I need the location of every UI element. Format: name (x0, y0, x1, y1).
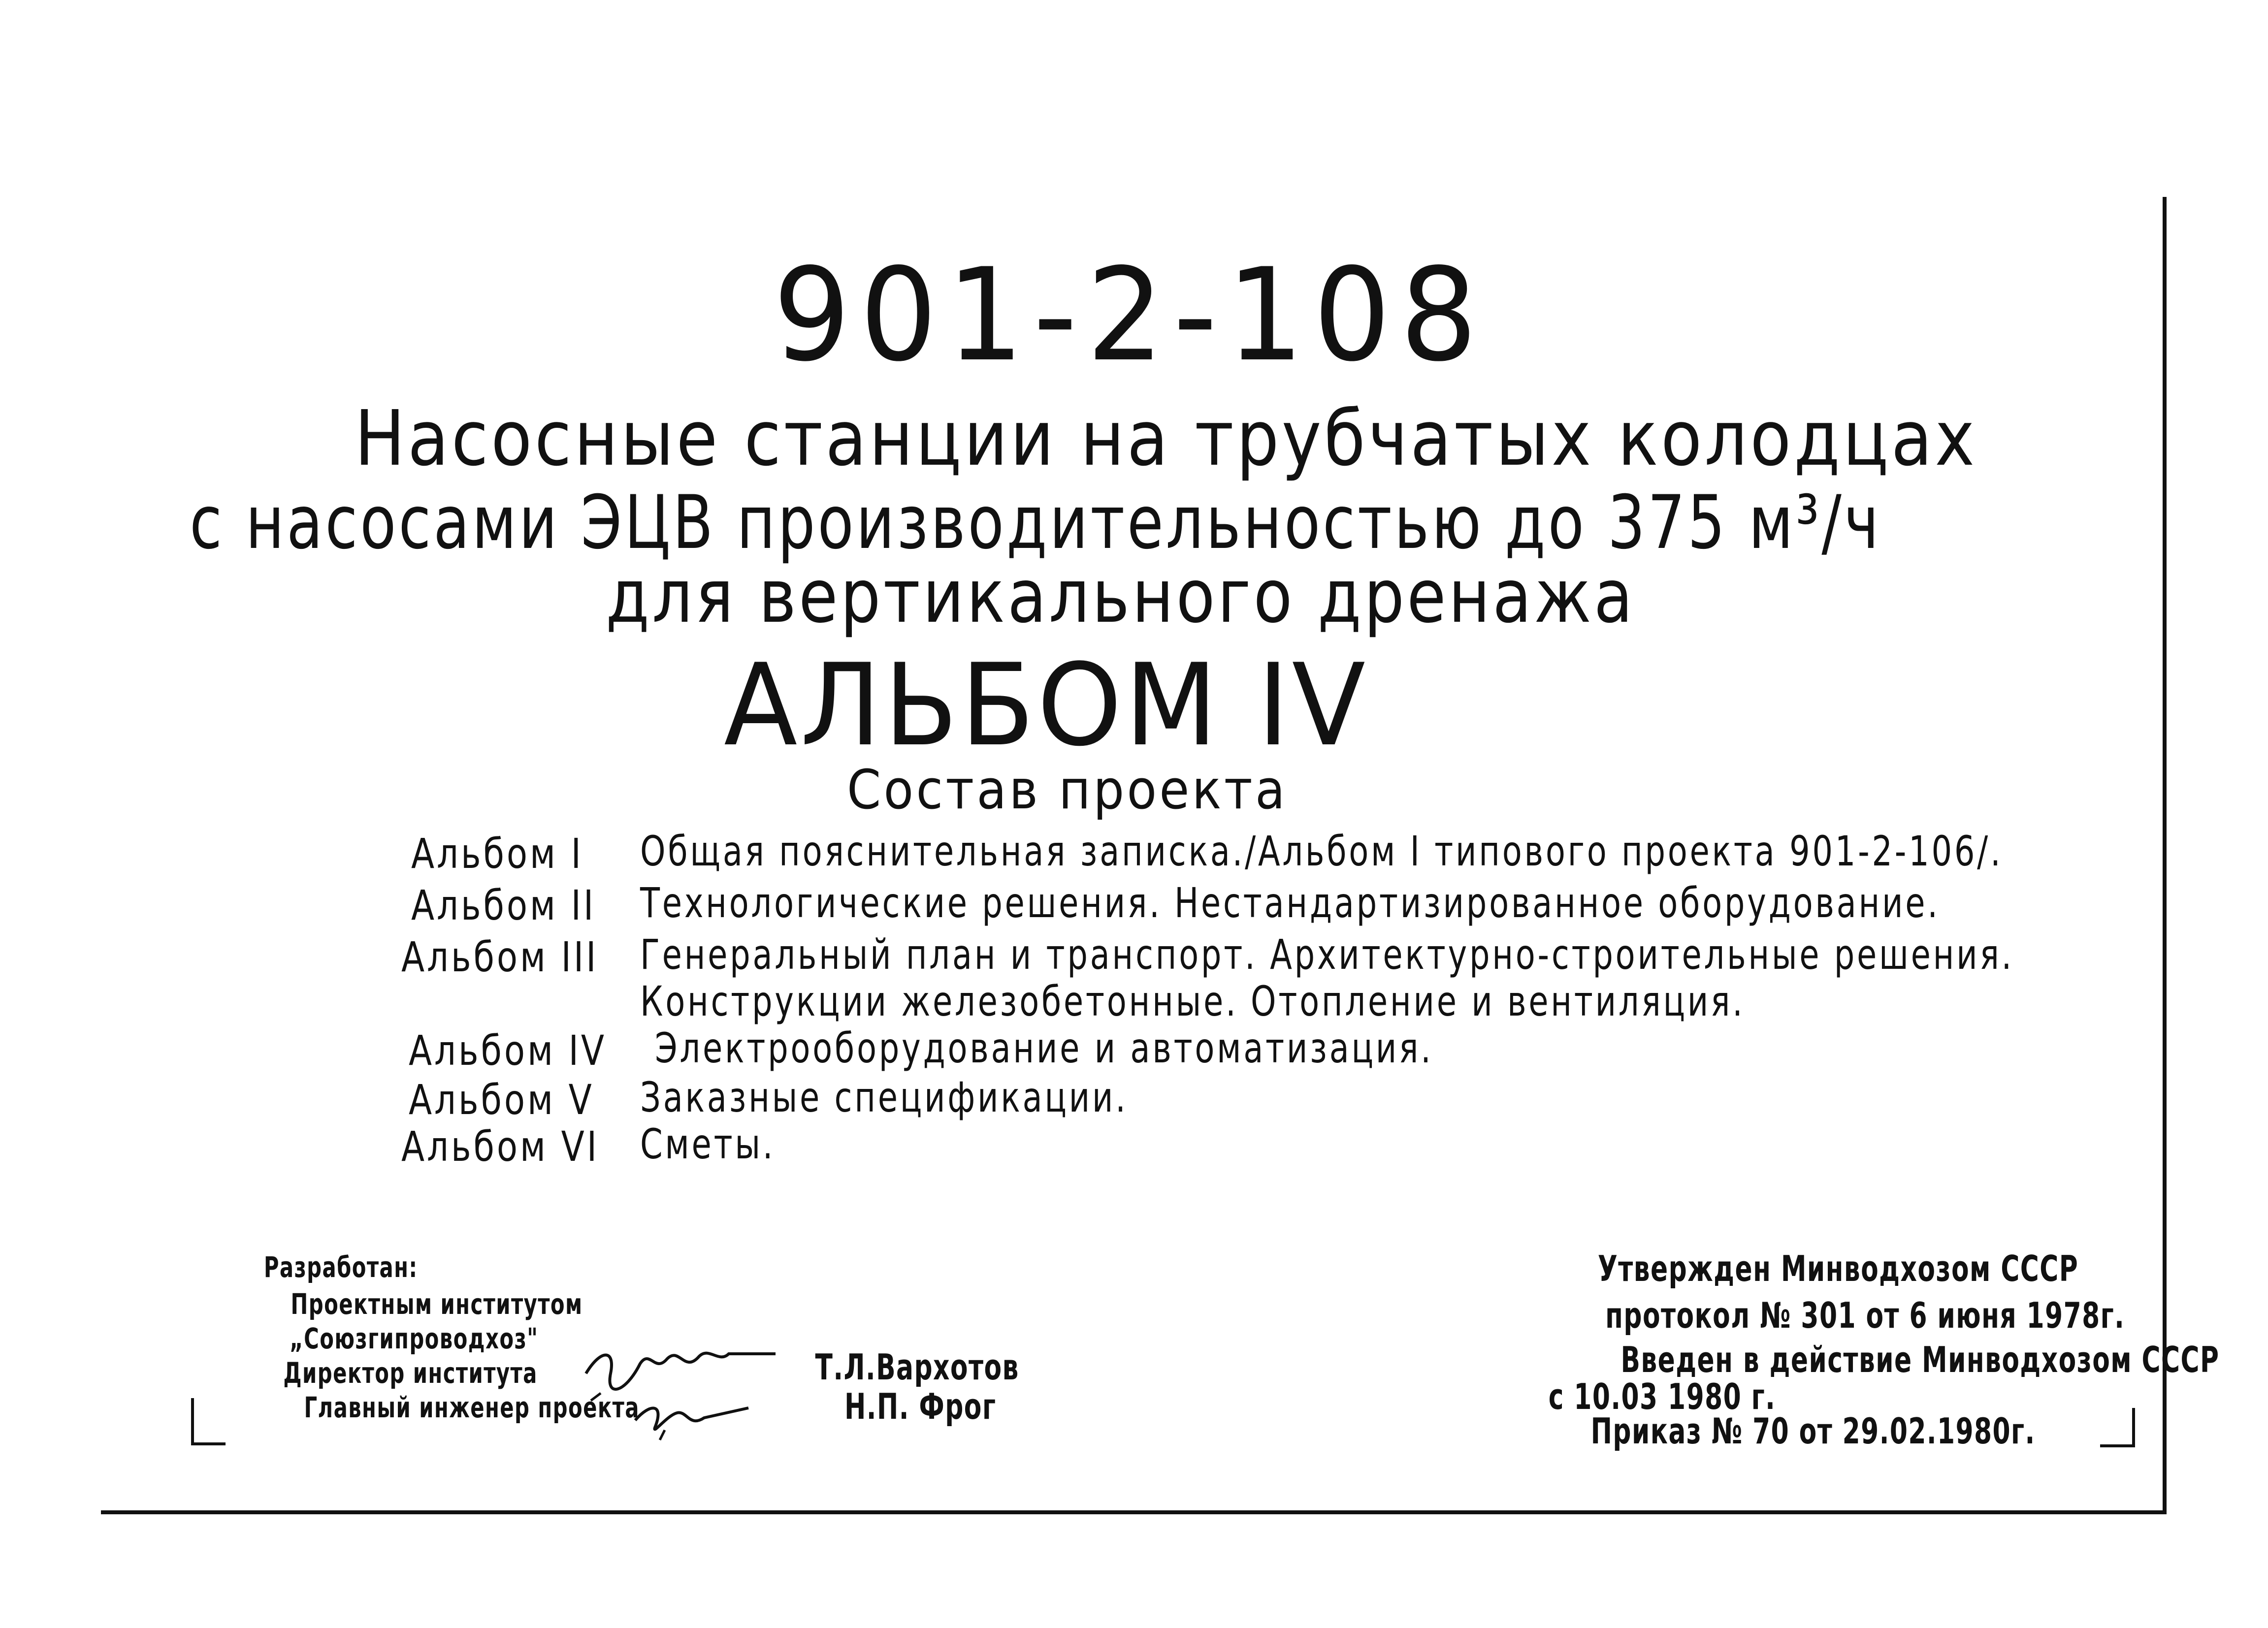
album-label-4: Альбом IV (409, 1026, 607, 1075)
album-desc-4: Электрооборудование и автоматизация. (655, 1024, 1433, 1072)
developed-institute-line: Проектным институтом (291, 1287, 583, 1321)
album-label-6: Альбом VI (401, 1122, 599, 1171)
corner-mark-left-vertical (191, 1398, 194, 1445)
developed-heading: Разработан: (263, 1250, 418, 1284)
album-heading: АЛЬБОМ IV (724, 640, 1368, 771)
album-desc-6: Сметы. (640, 1120, 776, 1168)
approval-line-1: Утвержден Минводхозом СССР (1597, 1248, 2079, 1289)
director-role: Директор института (283, 1356, 538, 1390)
title-line-1: Насосные станции на трубчатых колодцах (355, 394, 1977, 483)
approval-enacted: Введен в действие Минводхозом СССР (1620, 1339, 2220, 1380)
composition-heading: Состав проекта (847, 758, 1288, 821)
frame-bottom-line (101, 1510, 2167, 1514)
corner-mark-left-horizontal (191, 1442, 226, 1445)
developed-institute-name: „Союзгипроводхоз" (290, 1322, 539, 1355)
album-desc-1: Общая пояснительная записка./Альбом I типового проекта 901-2-106/. (640, 827, 2003, 875)
frame-right-line (2163, 197, 2167, 1514)
approval-order: Приказ № 70 от 29.02.1980г. (1590, 1410, 2036, 1452)
approval-protocol: протокол № 301 от 6 июня 1978г. (1605, 1295, 2125, 1336)
album-desc-2: Технологические решения. Нестандартизированное оборудование. (640, 879, 1940, 927)
album-desc-3-line-2: Конструкции железобетонные. Отопление и вентиляция. (640, 977, 1745, 1025)
chief-engineer-name: Н.П. Фрог (844, 1386, 997, 1427)
corner-mark-right-horizontal (2100, 1444, 2135, 1447)
chief-engineer-role: Главный инженер проекта (304, 1391, 640, 1424)
title-line-3: для вертикального дренажа (606, 554, 1636, 639)
corner-mark-right-vertical (2132, 1408, 2135, 1447)
project-number: 901-2-108 (773, 241, 1487, 390)
album-desc-3-line-1: Генеральный план и транспорт. Архитектурно-строительные решения. (640, 930, 2014, 979)
album-label-2: Альбом II (411, 881, 596, 929)
album-desc-5: Заказные спецификации. (640, 1073, 1128, 1121)
album-label-3: Альбом III (401, 933, 599, 981)
title-line-2: с насосами ЭЦВ производительностью до 375 м³/ч (190, 480, 1881, 566)
album-label-1: Альбом I (411, 830, 583, 878)
signatures-drawing (581, 1329, 788, 1442)
approval-date: с 10.03 1980 г. (1548, 1376, 1776, 1417)
director-name: Т.Л.Вархотов (815, 1346, 1019, 1388)
album-label-5: Альбом V (409, 1076, 594, 1124)
